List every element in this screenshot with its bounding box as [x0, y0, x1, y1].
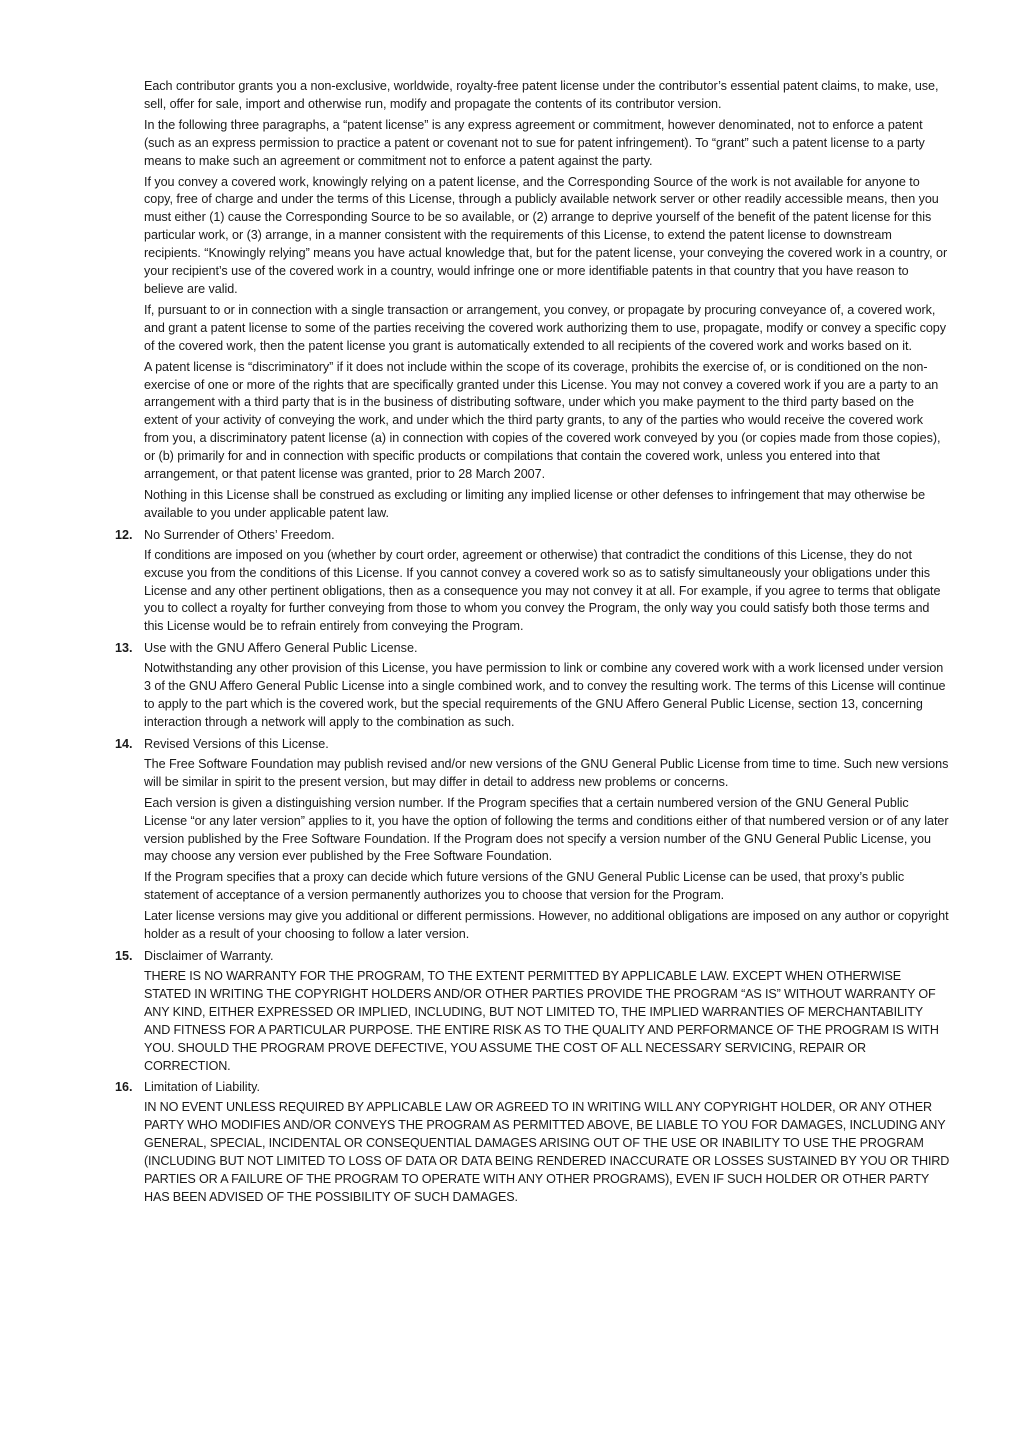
- section-title: Use with the GNU Affero General Public License.: [144, 641, 418, 656]
- document-page: [0, 78, 1032, 1210]
- section-title: Disclaimer of Warranty.: [144, 948, 274, 963]
- section-heading: [115, 947, 1032, 965]
- section-title: Revised Versions of this License.: [144, 736, 329, 751]
- section-number: 14.: [115, 736, 133, 751]
- section-heading: [115, 1078, 1032, 1096]
- intro-block: [0, 78, 1032, 523]
- section-number: 15.: [115, 948, 133, 963]
- section-number: 13.: [115, 641, 133, 656]
- section-16: [0, 1078, 1032, 1206]
- section-paragraph: THERE IS NO WARRANTY FOR THE PROGRAM, TO THE EXTENT PERMITTED BY APPLICABLE LAW. EXCEPT WHEN OTHERWISE STATED IN WRITING THE COPYRIGHT HOLDERS AND/OR OTHER PARTIES PROVIDE THE PROGRAM “AS IS” WITHOUT WARRANTY OF ANY KIND, EITHER EXPRESSED OR IMPLIED, INCLUDING, BUT NOT LIMITED TO, THE IMPLIED WARRANTIES OF MERCHANTABILITY AND FITNESS FOR A PARTICULAR PURPOSE. THE ENTIRE RISK AS TO THE QUALITY AND PERFORMANCE OF THE PROGRAM IS WITH YOU. SHOULD THE PROGRAM PROVE DEFECTIVE, YOU ASSUME THE COST OF ALL NECESSARY SERVICING, REPAIR OR CORRECTION.: [144, 968, 939, 1073]
- section-heading: [115, 735, 1032, 753]
- section-13: [0, 639, 1032, 732]
- section-paragraph: IN NO EVENT UNLESS REQUIRED BY APPLICABLE LAW OR AGREED TO IN WRITING WILL ANY COPYRIGHT HOLDER, OR ANY OTHER PARTY WHO MODIFIES AND/OR CONVEYS THE PROGRAM AS PERMITTED ABOVE, BE LIABLE TO YOU FOR DAMAGES, INCLUDING ANY GENERAL, SPECIAL, INCIDENTAL OR CONSEQUENTIAL DAMAGES ARISING OUT OF THE USE OR INABILITY TO USE THE PROGRAM (INCLUDING BUT NOT LIMITED TO LOSS OF DATA OR DATA BEING RENDERED INACCURATE OR LOSSES SUSTAINED BY YOU OR THIRD PARTIES OR A FAILURE OF THE PROGRAM TO OPERATE WITH ANY OTHER PROGRAMS), EVEN IF SUCH HOLDER OR OTHER PARTY HAS BEEN ADVISED OF THE POSSIBILITY OF SUCH DAMAGES.: [144, 1100, 950, 1204]
- intro-paragraph-patent-license-definition: In the following three paragraphs, a “patent license” is any express agreement or commitment, however denominated, not to enforce a patent (such as an express permission to practice a patent or covenant not to sue for patent infringement). To “grant” such a patent license to a party means to make such an agreement or commitment not to enforce a patent against the party.: [144, 117, 925, 168]
- section-paragraph: Later license versions may give you additional or different permissions. However, no additional obligations are imposed on any author or copyright holder as a result of your choosing to follow a later version.: [144, 909, 949, 942]
- section-paragraph: Each version is given a distinguishing version number. If the Program specifies that a certain numbered version of the GNU General Public License “or any later version” applies to it, you have the option of following the terms and conditions either of that numbered version or of any later version published by the Free Software Foundation. If the Program does not specify a version number of the GNU General Public License, you may choose any version ever published by the Free Software Foundation.: [144, 795, 949, 864]
- intro-paragraph-single-transaction: If, pursuant to or in connection with a single transaction or arrangement, you convey, or propagate by procuring conveyance of, a covered work, and grant a patent license to some of the parties receiving the covered work authorizing them to use, propagate, modify or convey a specific copy of the covered work, then the patent license you grant is automatically extended to all recipients of the covered work and works based on it.: [144, 302, 946, 353]
- section-paragraph: Notwithstanding any other provision of this License, you have permission to link or combine any covered work with a work licensed under version 3 of the GNU Affero General Public License into a single combined work, and to convey the resulting work. The terms of this License will continue to apply to the part which is the covered work, but the special requirements of the GNU Affero General Public License, section 13, concerning interaction through a network will apply to the combination as such.: [144, 661, 946, 729]
- section-title: No Surrender of Others’ Freedom.: [144, 527, 335, 542]
- section-paragraph: If conditions are imposed on you (whether by court order, agreement or otherwise) that contradict the conditions of this License, they do not excuse you from the conditions of this License. If you cannot convey a covered work so as to satisfy simultaneously your obligations under this License and any other pertinent obligations, then as a consequence you may not convey it at all. For example, if you agree to terms that obligate you to collect a royalty for further conveying from those to whom you convey the Program, the only way you could satisfy both those terms and this License would be to refrain entirely from conveying the Program.: [144, 547, 941, 634]
- intro-paragraph-discriminatory: A patent license is “discriminatory” if it does not include within the scope of its coverage, prohibits the exercise of, or is conditioned on the non-exercise of one or more of the rights that are specifically granted under this License. You may not convey a covered work if you are a party to an arrangement with a third party that is in the business of distributing software, under which you make payment to the third party based on the extent of your activity of conveying the work, and under which the third party grants, to any of the parties who would receive the covered work from you, a discriminatory patent license (a) in connection with copies of the covered work conveyed by you (or copies made from those copies), or (b) primarily for and in connection with specific products or compilations that contain the covered work, unless you entered into that arrangement, or that patent license was granted, prior to 28 March 2007.: [144, 359, 941, 482]
- section-title: Limitation of Liability.: [144, 1080, 260, 1095]
- section-12: [0, 526, 1032, 637]
- section-heading: [115, 639, 1032, 657]
- section-number: 12.: [115, 527, 133, 542]
- section-heading: [115, 526, 1032, 544]
- intro-paragraph-knowingly-relying: If you convey a covered work, knowingly relying on a patent license, and the Corresponding Source of the work is not available for anyone to copy, free of charge and under the terms of this License, through a publicly available network server or other readily accessible means, then you must either (1) cause the Corresponding Source to be so available, or (2) arrange to deprive yourself of the benefit of the patent license for this particular work, or (3) arrange, in a manner consistent with the requirements of this License, to extend the patent license to downstream recipients. “Knowingly relying” means you have actual knowledge that, but for the patent license, your conveying the covered work in a country, or your recipient’s use of the covered work in a country, would infringe one or more identifiable patents in that country that you have reason to believe are valid.: [144, 174, 948, 296]
- intro-paragraph-patent-grant: Each contributor grants you a non-exclusive, worldwide, royalty-free patent license under the contributor’s essential patent claims, to make, use, sell, offer for sale, import and otherwise run, modify and propagate the contents of its contributor version.: [144, 79, 939, 111]
- section-number: 16.: [115, 1080, 133, 1095]
- section-15: [0, 947, 1032, 1075]
- section-14: [0, 735, 1032, 944]
- section-paragraph: If the Program specifies that a proxy can decide which future versions of the GNU General Public License can be used, that proxy’s public statement of acceptance of a version permanently authorizes you to choose that version for the Program.: [144, 870, 905, 903]
- intro-paragraph-implied-license: Nothing in this License shall be construed as excluding or limiting any implied license or other defenses to infringement that may otherwise be available to you under applicable patent law.: [144, 487, 926, 520]
- section-paragraph: The Free Software Foundation may publish revised and/or new versions of the GNU General Public License from time to time. Such new versions will be similar in spirit to the present version, but may differ in detail to address new problems or concerns.: [144, 756, 949, 789]
